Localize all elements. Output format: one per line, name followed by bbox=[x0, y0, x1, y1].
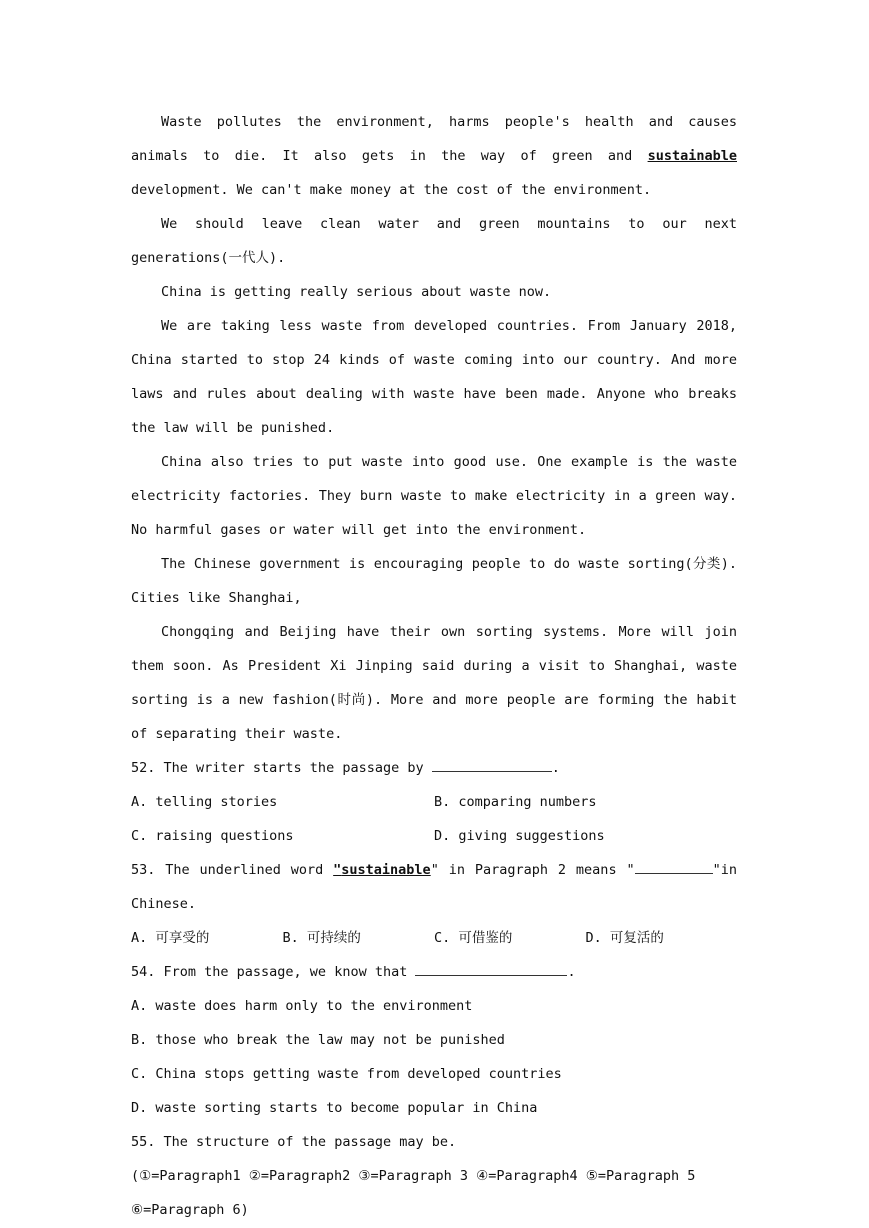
question-52-end: . bbox=[551, 760, 560, 776]
question-52-stem bbox=[131, 751, 737, 785]
question-53-text-end: "in Chinese. bbox=[131, 862, 737, 912]
question-52-text: 52. The writer starts the passage by bbox=[131, 760, 424, 776]
paragraph-4: We are taking less waste from developed countries. From January 2018, China started to stop 24 kinds of waste coming into our country. And more laws and rules about dealing with waste have been made. Anyone who breaks the law will be punished. bbox=[131, 318, 737, 436]
question-53-text-middle: " in Paragraph 2 means " bbox=[430, 862, 635, 878]
paragraph-2: We should leave clean water and green mountains to our next generations(一代人). bbox=[131, 216, 737, 266]
question-52-options-row-1 bbox=[131, 785, 737, 819]
question-53-stem bbox=[131, 853, 737, 921]
question-53-keyword-text: sustainable bbox=[341, 862, 431, 878]
question-52-options-row-2 bbox=[131, 819, 737, 853]
question-53-keyword bbox=[333, 862, 431, 878]
option-b: B. 可持续的 bbox=[282, 930, 361, 946]
option-c: C. 可借鉴的 bbox=[434, 930, 513, 946]
paragraph-7: Chongqing and Beijing have their own sorting systems. More will join them soon. As President Xi Jinping said during a visit to Shanghai, waste sorting is a new fashion(时尚). More and more people are forming the habit of separating their waste. bbox=[131, 624, 737, 742]
option-d: D. giving suggestions bbox=[434, 828, 605, 844]
paragraph-1-text-end: development. We can't make money at the cost of the environment. bbox=[131, 182, 652, 198]
answer-blank bbox=[415, 974, 567, 976]
quote-mark: " bbox=[333, 862, 342, 878]
paragraph-1 bbox=[131, 105, 737, 207]
option-c: C. raising questions bbox=[131, 828, 294, 844]
question-53-text-start: 53. The underlined word bbox=[131, 862, 334, 878]
question-54-stem bbox=[131, 955, 737, 989]
answer-blank bbox=[432, 770, 552, 772]
question-54-text: 54. From the passage, we know that bbox=[131, 964, 408, 980]
option-b: B. those who break the law may not be punished bbox=[131, 1032, 505, 1048]
option-c: C. China stops getting waste from developed countries bbox=[131, 1066, 562, 1082]
option-d: D. waste sorting starts to become popular in China bbox=[131, 1100, 538, 1116]
question-53-options bbox=[131, 921, 737, 955]
paragraph-1-text-start: Waste pollutes the environment, harms people's health and causes animals to die. It also gets in the way of green and bbox=[131, 114, 737, 164]
paragraph-legend-line-2: ⑥=Paragraph 6) bbox=[131, 1202, 249, 1218]
option-a: A. telling stories bbox=[131, 794, 278, 810]
underlined-word: sustainable bbox=[647, 148, 737, 164]
option-b: B. comparing numbers bbox=[434, 794, 597, 810]
question-54-end: . bbox=[567, 964, 576, 980]
paragraph-legend-line-1: (①=Paragraph1 ②=Paragraph2 ③=Paragraph 3 ④=Paragraph4 ⑤=Paragraph 5 bbox=[131, 1168, 696, 1184]
document-page bbox=[131, 105, 737, 1227]
answer-blank bbox=[635, 872, 713, 874]
paragraph-5: China also tries to put waste into good use. One example is the waste electricity factories. They burn waste to make electricity in a green way. No harmful gases or water will get into the environment. bbox=[131, 454, 737, 538]
option-d: D. 可复活的 bbox=[585, 930, 664, 946]
paragraph-6: The Chinese government is encouraging people to do waste sorting(分类). Cities like Shanghai, bbox=[131, 556, 737, 606]
question-55-stem: 55. The structure of the passage may be. bbox=[131, 1134, 457, 1150]
option-a: A. waste does harm only to the environment bbox=[131, 998, 473, 1014]
paragraph-3: China is getting really serious about waste now. bbox=[161, 284, 552, 300]
option-a: A. 可享受的 bbox=[131, 930, 210, 946]
